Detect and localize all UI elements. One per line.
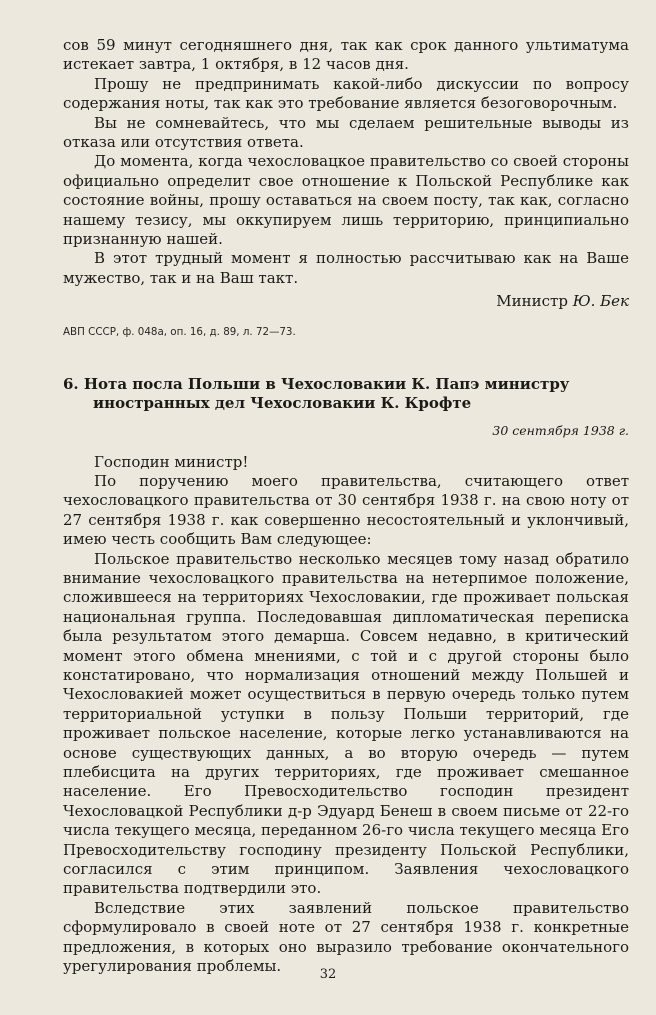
paragraph: Польское правительство несколько месяцев тому назад обратило внимание чехословацкого правительства на нетерпимое положение, сложившееся на территориях Чехословакии, где проживает польская национальная группа. Последовавшая дипломатическая переписка была результатом этого демарша. Совсем недавно, в критический момент этого обмена мнениями, с той и с другой стороны было констатировано, что нормализация отношений между Польшей и Чехословакией может осуществиться в первую очередь только путем территориальной уступки в пользу Польши территорий, где проживает польское население, которые легко устанавливаются на основе существующих данных, а во вторую очередь — путем плебисцита на других территориях, где проживает смешанное население. Его Превосходительство господин президент Чехословацкой Республики д-р Эдуард Бенеш в своем письме от 22-го числа текущего месяца, переданном 26-го числа текущего месяца Его Превосходительству господину президенту Польской Республики, согласился с этим принципом. Заявления чехословацкого правительства подтвердили это. bbox=[63, 549, 629, 898]
paragraph: В этот трудный момент я полностью рассчитываю как на Ваше мужество, так и на Ваш такт. bbox=[63, 249, 629, 287]
paragraph: До момента, когда чехословацкое правительство со своей стороны официально определит свое отношение к Польской Республике как состояние войны, прошу оставаться на своем посту, так как, согласно нашему тезису, мы оккупируем лишь территорию, принципиально признанную нашей. bbox=[63, 152, 629, 249]
document-date: 30 сентября 1938 г. bbox=[492, 422, 629, 438]
signature-title: Министр bbox=[496, 292, 568, 311]
salutation: Господин министр! bbox=[94, 452, 249, 471]
page-content bbox=[63, 36, 629, 976]
archive-source-reference: АВП СССР, ф. 048а, оп. 16, д. 89, л. 72—73. bbox=[63, 325, 296, 338]
page-number: 32 bbox=[319, 967, 337, 982]
signature-name: Ю. Бек bbox=[572, 292, 629, 311]
paragraph: Вследствие этих заявлений польское правительство сформулировало в своей ноте от 27 сентября 1938 г. конкретные предложения, в которых оно выразило требование окончательного урегулирования проблемы. bbox=[63, 898, 629, 976]
paragraph: Вы не сомневайтесь, что мы сделаем решительные выводы из отказа или отсутствия ответа. bbox=[63, 113, 629, 152]
signature bbox=[63, 292, 629, 311]
document-heading: 6. Нота посла Польши в Чехословакии К. Папэ министру иностранных дел Чехословакии К. Крофте bbox=[63, 374, 570, 413]
paragraph: По поручению моего правительства, считающего ответ чехословацкого правительства от 30 сентября 1938 г. на свою ноту от 27 сентября 1938 г. как совершенно несостоятельный и уклончивый, имею честь сообщить Вам следующее: bbox=[63, 471, 629, 549]
continued-paragraph: сов 59 минут сегодняшнего дня, так как срок данного ультиматума истекает завтра, 1 октября, в 12 часов дня. bbox=[63, 36, 629, 74]
paragraph: Прошу не предпринимать какой-либо дискуссии по вопросу содержания ноты, так как это требование является безоговорочным. bbox=[63, 74, 629, 113]
